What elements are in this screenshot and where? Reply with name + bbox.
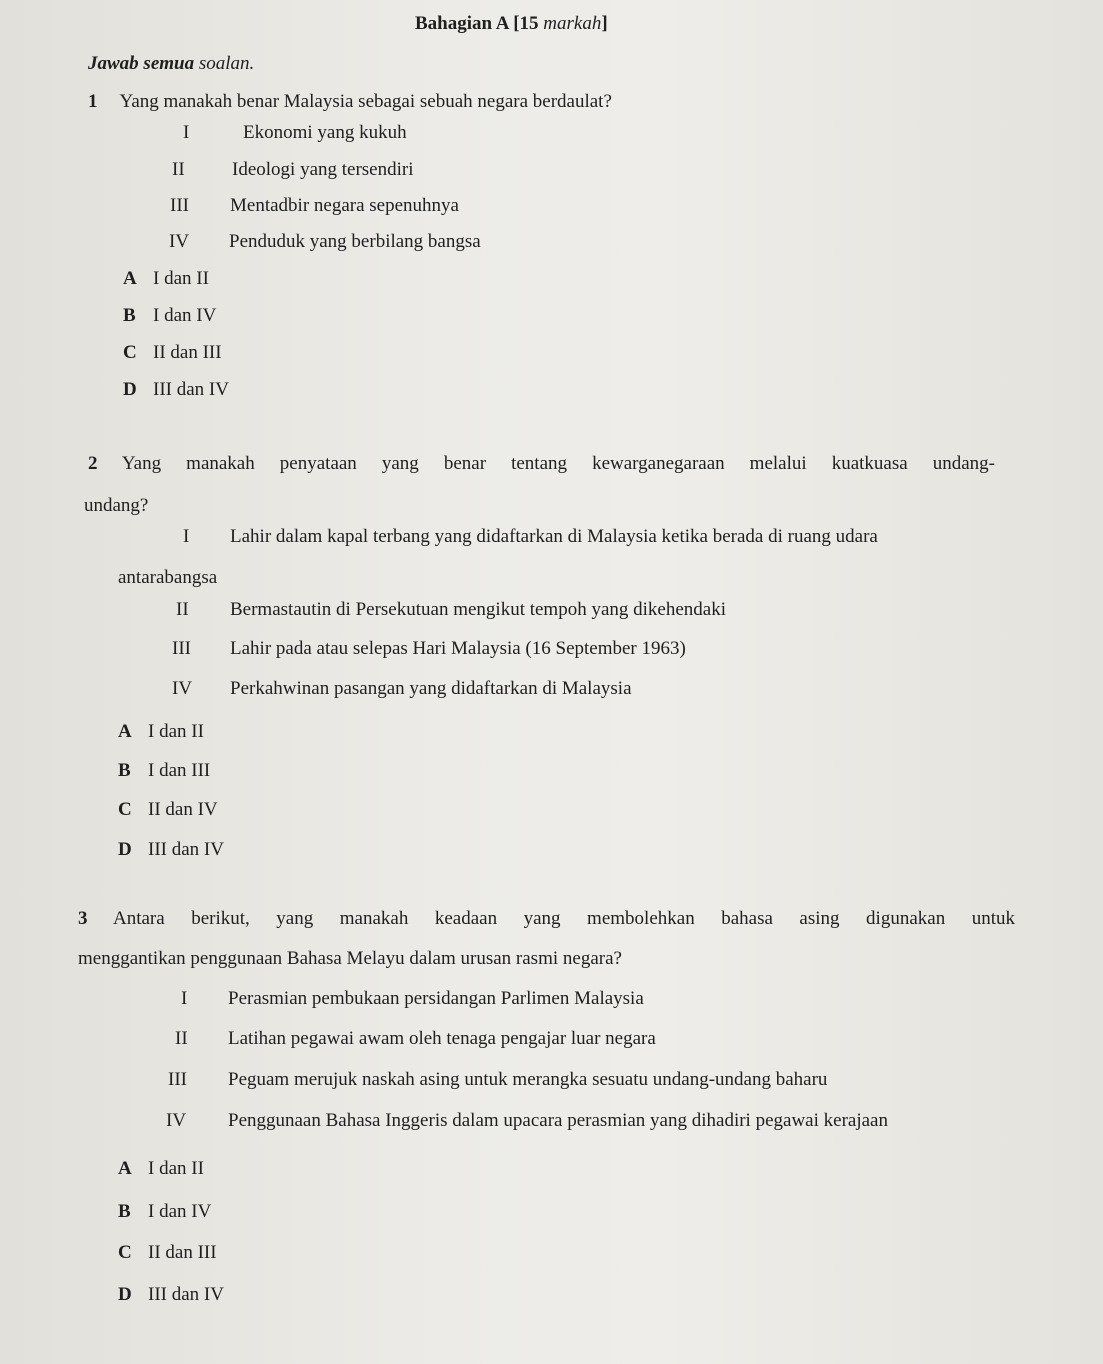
option-letter: B xyxy=(118,1201,131,1222)
answer-option[interactable] xyxy=(118,720,204,744)
statement-row xyxy=(172,677,632,701)
section-title: Bahagian A [15 xyxy=(415,13,544,34)
option-letter: D xyxy=(118,1284,132,1305)
question-number: 3 xyxy=(78,908,88,929)
option-text: II dan III xyxy=(148,1242,217,1263)
answer-option[interactable] xyxy=(123,304,216,328)
statement-roman: I xyxy=(181,988,188,1009)
statement-row xyxy=(169,230,481,254)
answer-option[interactable] xyxy=(118,1157,204,1181)
statement-text: Ideologi yang tersendiri xyxy=(232,159,414,180)
question-text: Yang manakah benar Malaysia sebagai sebuah negara berdaulat? xyxy=(119,91,612,112)
option-text: III dan IV xyxy=(148,839,224,860)
option-letter: A xyxy=(118,1158,132,1179)
option-letter: B xyxy=(118,760,131,781)
statement-text: Peguam merujuk naskah asing untuk merangka sesuatu undang-undang baharu xyxy=(228,1069,828,1090)
option-letter: A xyxy=(118,721,132,742)
statement-text: Lahir dalam kapal terbang yang didaftarkan di Malaysia ketika berada di ruang udara xyxy=(230,526,878,547)
question-stem xyxy=(78,907,1015,931)
answer-option[interactable] xyxy=(123,341,222,365)
question-text: Antara berikut, yang manakah keadaan yang membolehkan bahasa asing digunakan untuk xyxy=(112,908,1016,929)
statement-text-cont: antarabangsa xyxy=(118,567,218,588)
option-text: I dan II xyxy=(148,721,204,742)
statement-roman: II xyxy=(175,1028,188,1049)
statement-roman: III xyxy=(168,1069,187,1090)
option-text: III dan IV xyxy=(148,1284,224,1305)
option-text: II dan III xyxy=(153,342,222,363)
section-bracket: ] xyxy=(601,13,608,34)
option-letter: D xyxy=(118,839,132,860)
statement-roman: III xyxy=(170,195,189,216)
question-stem xyxy=(88,452,995,476)
section-header xyxy=(415,12,608,36)
statement-roman: I xyxy=(183,122,190,143)
answer-option[interactable] xyxy=(118,798,218,822)
statement-row xyxy=(170,194,459,218)
option-letter: C xyxy=(118,799,132,820)
statement-roman: IV xyxy=(172,678,193,699)
statement-row xyxy=(176,598,726,622)
answer-option[interactable] xyxy=(118,1283,224,1307)
answer-option[interactable] xyxy=(118,1200,211,1224)
section-marks: markah xyxy=(543,13,602,34)
question-text: Yang manakah penyataan yang benar tentang kewarganegaraan melalui kuatkuasa undang- xyxy=(121,453,996,474)
answer-option[interactable] xyxy=(118,838,224,862)
statement-text: Mentadbir negara sepenuhnya xyxy=(230,195,459,216)
statement-roman: II xyxy=(176,599,189,620)
instruction xyxy=(88,52,254,76)
statement-text: Bermastautin di Persekutuan mengikut tempoh yang dikehendaki xyxy=(230,599,727,620)
question-stem xyxy=(88,90,612,114)
option-letter: D xyxy=(123,379,137,400)
statement-text: Perkahwinan pasangan yang didaftarkan di Malaysia xyxy=(230,678,632,699)
statement-roman: II xyxy=(172,159,185,180)
statement-text: Ekonomi yang kukuh xyxy=(243,122,407,143)
option-text: I dan II xyxy=(148,1158,204,1179)
option-text: I dan IV xyxy=(148,1201,212,1222)
statement-roman: III xyxy=(172,638,191,659)
option-text: I dan II xyxy=(153,268,209,289)
instruction-bold: Jawab semua xyxy=(88,53,195,74)
statement-roman: I xyxy=(183,526,190,547)
answer-option[interactable] xyxy=(118,1241,217,1265)
question-number: 1 xyxy=(88,91,98,112)
option-text: III dan IV xyxy=(153,379,229,400)
instruction-italic: soalan. xyxy=(194,53,255,74)
statement-roman: IV xyxy=(166,1110,187,1131)
option-text: II dan IV xyxy=(148,799,218,820)
question-text-cont: menggantikan penggunaan Bahasa Melayu dalam urusan rasmi negara? xyxy=(78,948,622,969)
statement-row xyxy=(168,1068,827,1092)
answer-option[interactable] xyxy=(118,759,210,783)
statement-text: Perasmian pembukaan persidangan Parlimen Malaysia xyxy=(228,988,644,1009)
statement-row xyxy=(181,987,644,1011)
option-letter: A xyxy=(123,268,137,289)
statement-row xyxy=(175,1027,656,1051)
statement-text: Penggunaan Bahasa Inggeris dalam upacara perasmian yang dihadiri pegawai kerajaan xyxy=(228,1110,888,1131)
statement-roman: IV xyxy=(169,231,190,252)
option-letter: C xyxy=(123,342,137,363)
statement-row xyxy=(183,525,878,549)
statement-row xyxy=(172,158,414,182)
statement-text: Lahir pada atau selepas Hari Malaysia (16 September 1963) xyxy=(230,638,686,659)
question-text-cont: undang? xyxy=(84,495,149,516)
answer-option[interactable] xyxy=(123,378,229,402)
statement-row xyxy=(183,121,407,145)
statement-text: Latihan pegawai awam oleh tenaga pengajar luar negara xyxy=(228,1028,656,1049)
option-letter: B xyxy=(123,305,136,326)
statement-row xyxy=(166,1109,888,1133)
option-text: I dan III xyxy=(148,760,211,781)
option-letter: C xyxy=(118,1242,132,1263)
question-number: 2 xyxy=(88,453,98,474)
statement-row xyxy=(172,637,686,661)
answer-option[interactable] xyxy=(123,267,209,291)
statement-text: Penduduk yang berbilang bangsa xyxy=(229,231,481,252)
option-text: I dan IV xyxy=(153,305,217,326)
